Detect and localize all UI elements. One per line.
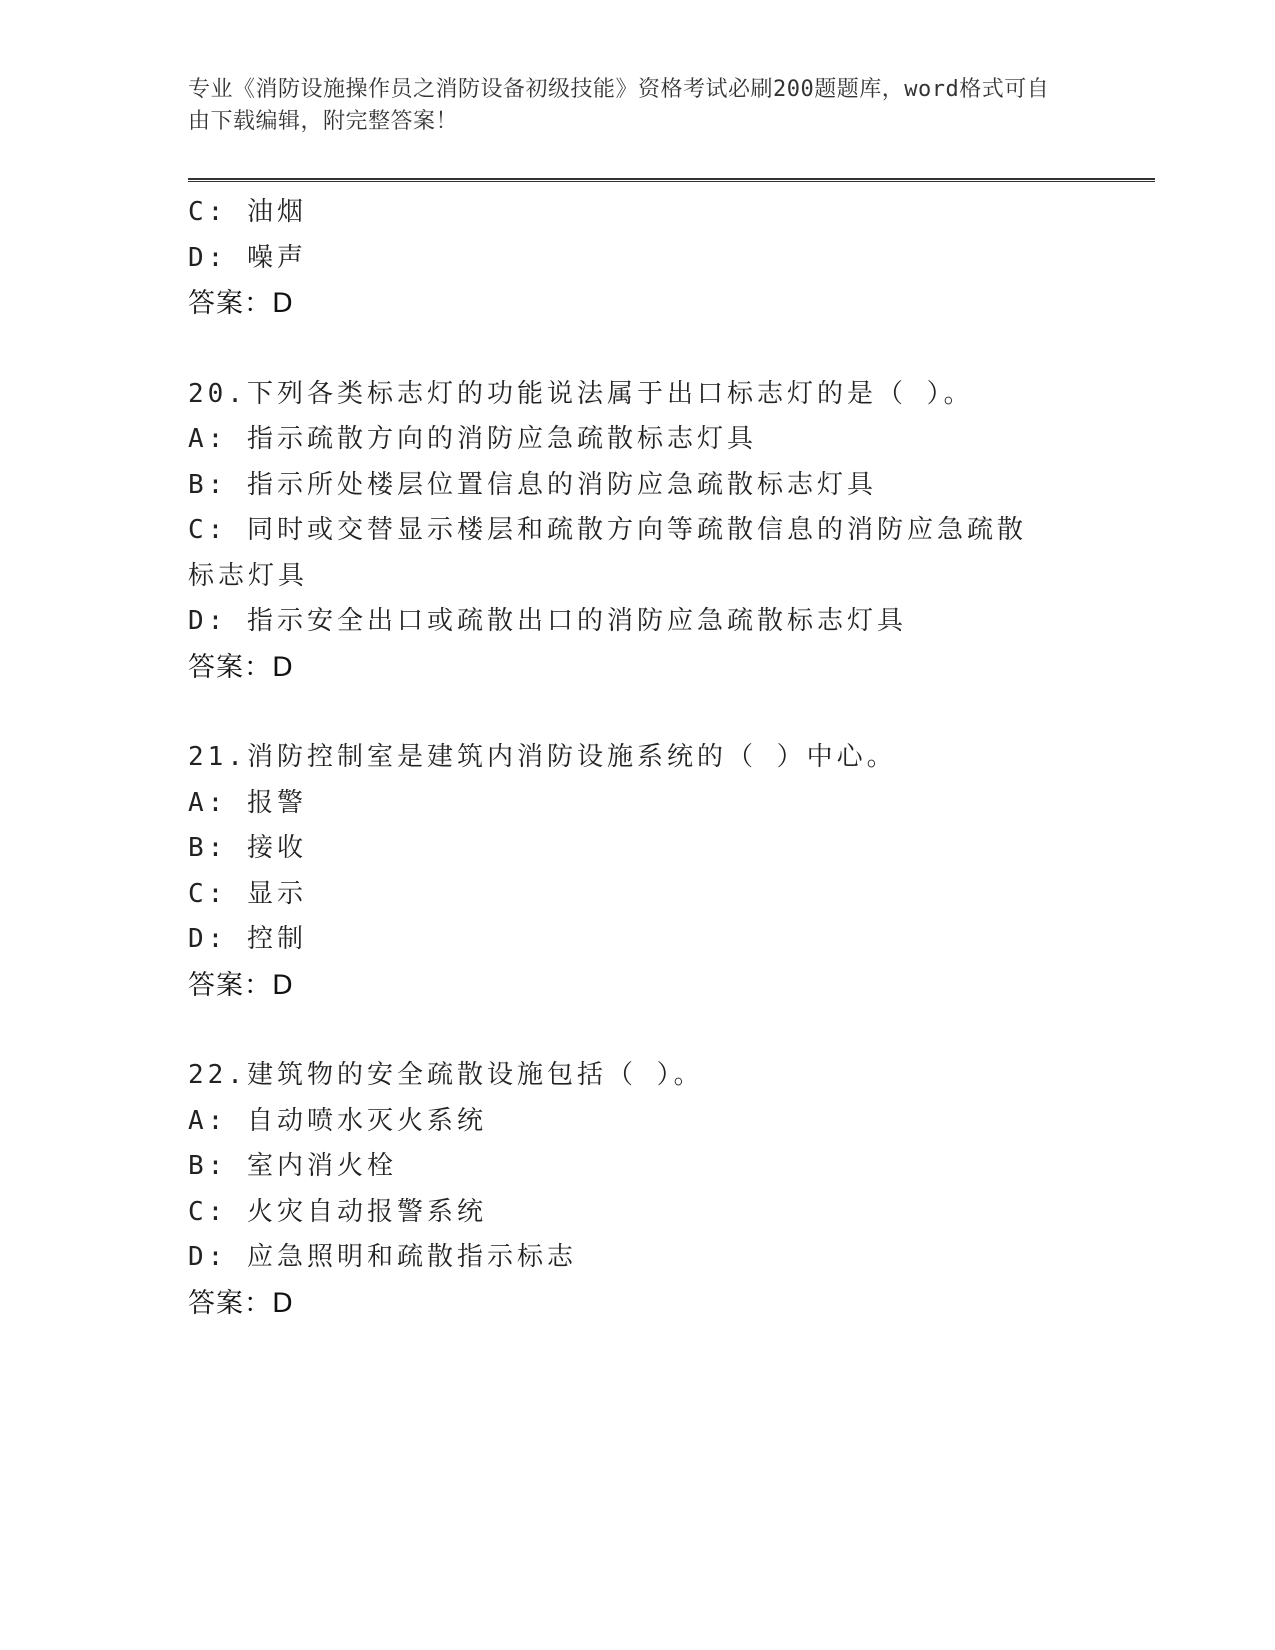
header-divider: [188, 178, 1155, 182]
option-d: D: 指示安全出口或疏散出口的消防应急疏散标志灯具: [188, 606, 907, 636]
option-c: C: 油烟: [188, 197, 307, 227]
option-d: D: 噪声: [188, 242, 307, 273]
question-list: [188, 190, 1088, 1326]
question-22: [188, 1053, 1088, 1326]
answer-line: 答案：D: [188, 288, 294, 319]
question-stem: 22.建筑物的安全疏散设施包括（ ）。: [188, 1060, 704, 1090]
option-a: A: 指示疏散方向的消防应急疏散标志灯具: [188, 424, 757, 454]
option-c: C: 火灾自动报警系统: [188, 1196, 487, 1227]
option-a: A: 报警: [188, 787, 307, 818]
page-header: 专业《消防设施操作员之消防设备初级技能》资格考试必刷200题题库，word格式可自由下载编辑，附完整答案！: [188, 77, 1050, 134]
question-stem: 20.下列各类标志灯的功能说法属于出口标志灯的是（ ）。: [188, 378, 974, 409]
answer-line: 答案：D: [188, 1287, 294, 1319]
option-c: C: 同时或交替显示楼层和疏散方向等疏散信息的消防应急疏散标志灯具: [188, 515, 1027, 591]
spacer: [188, 690, 1088, 735]
option-c: C: 显示: [188, 878, 307, 909]
option-a: A: 自动喷水灭火系统: [188, 1105, 487, 1136]
spacer: [188, 327, 1088, 372]
answer-line: 答案：D: [188, 651, 294, 683]
option-b: B: 指示所处楼层位置信息的消防应急疏散标志灯具: [188, 469, 877, 500]
question-19-tail: [188, 190, 1088, 327]
answer-line: 答案：D: [188, 969, 294, 1001]
option-d: D: 应急照明和疏散指示标志: [188, 1242, 577, 1272]
option-b: B: 接收: [188, 833, 307, 863]
spacer: [188, 1008, 1088, 1053]
question-stem: 21.消防控制室是建筑内消防设施系统的（ ）中心。: [188, 742, 897, 772]
option-b: B: 室内消火栓: [188, 1151, 397, 1181]
question-21: [188, 735, 1088, 1008]
question-20: [188, 372, 1088, 691]
option-d: D: 控制: [188, 924, 307, 954]
